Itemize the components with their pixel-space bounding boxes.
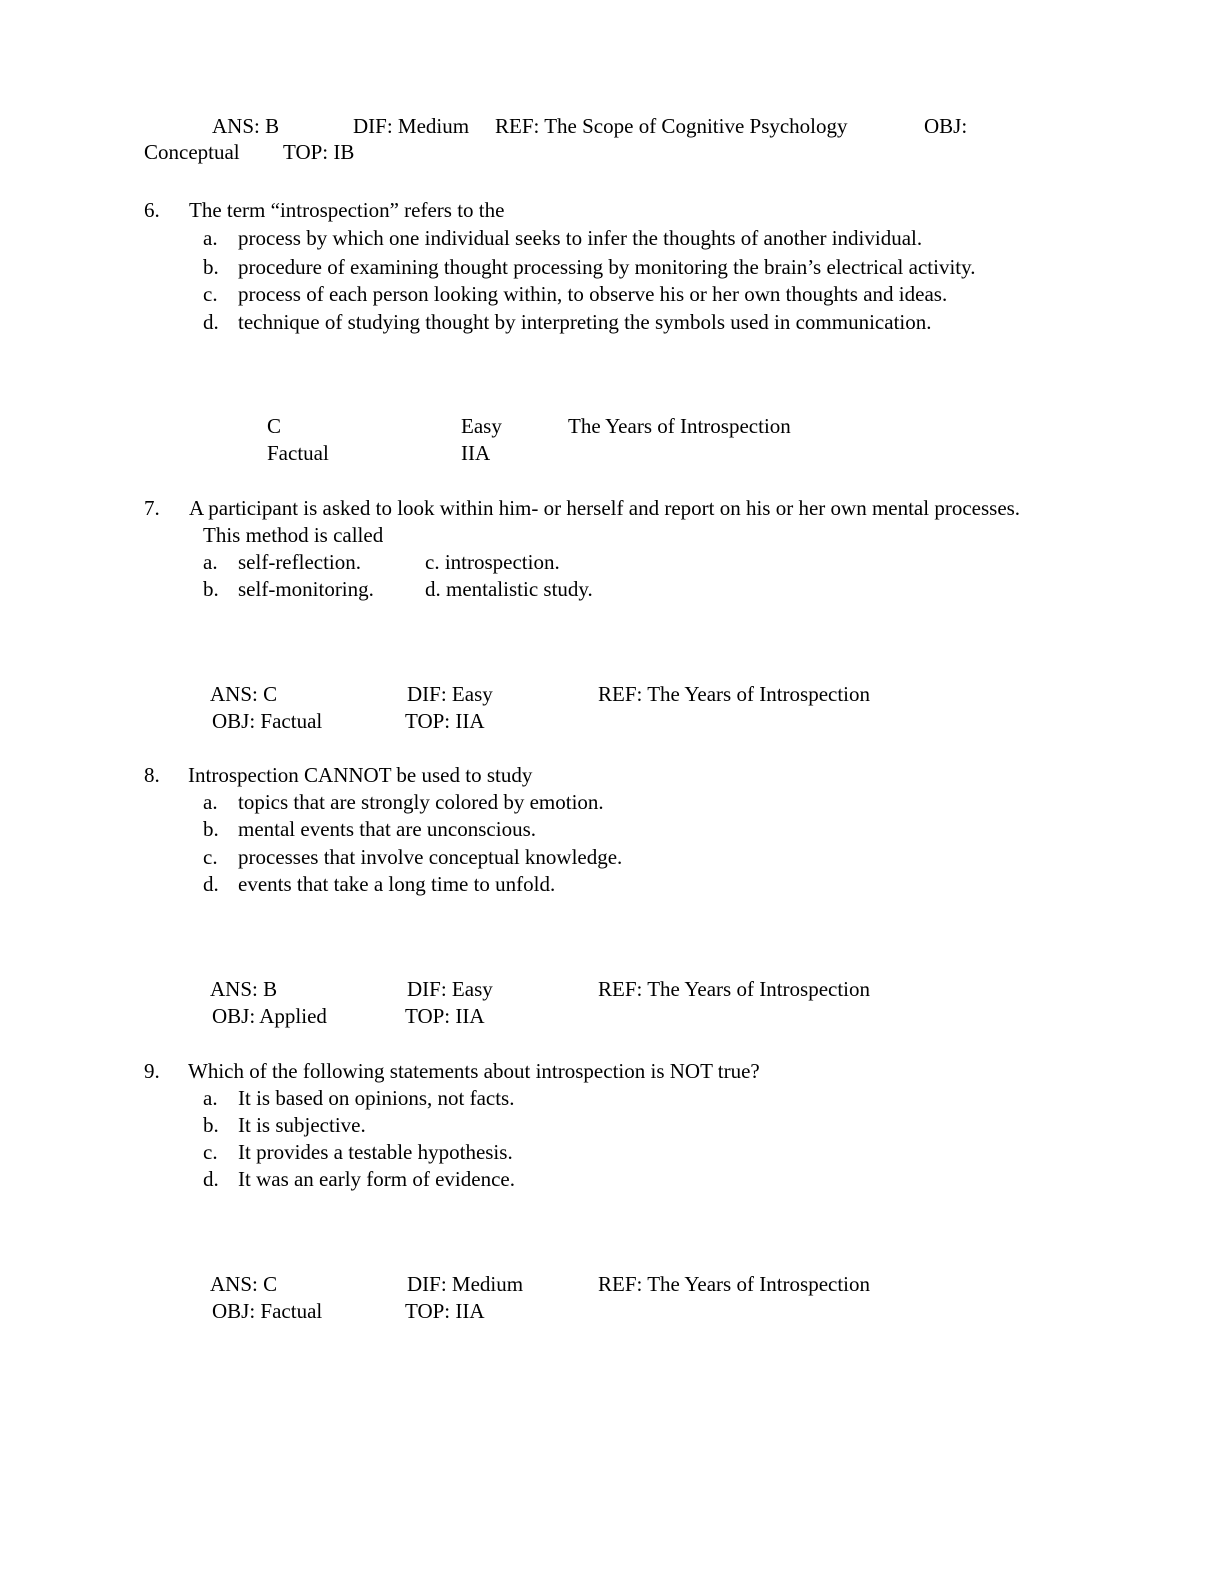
option-text: It is subjective.: [238, 1113, 366, 1137]
prev-obj-label: OBJ:: [924, 114, 968, 138]
prev-top: TOP: IB: [283, 140, 355, 164]
question-stem-continued: This method is called: [203, 523, 384, 547]
option-letter: a.: [203, 226, 218, 250]
option-text: It provides a testable hypothesis.: [238, 1140, 513, 1164]
question-stem: The term “introspection” refers to the: [189, 198, 505, 222]
answer-ans: ANS: B: [210, 977, 278, 1001]
answer-ref: The Years of Introspection: [568, 414, 791, 438]
answer-dif: Easy: [461, 414, 502, 438]
answer-ref: REF: The Years of Introspection: [598, 1272, 871, 1296]
option-text: d. mentalistic study.: [425, 577, 593, 601]
option-letter: d.: [203, 1167, 219, 1191]
answer-top: TOP: IIA: [405, 709, 485, 733]
option-letter: a.: [203, 790, 218, 814]
prev-ans: ANS: B: [212, 114, 280, 138]
answer-top: IIA: [461, 441, 491, 465]
option-text: procedure of examining thought processing by monitoring the brain’s electrical activity.: [238, 255, 976, 279]
option-letter: c.: [203, 1140, 218, 1164]
question-stem: A participant is asked to look within him- or herself and report on his or her own mental processes.: [189, 496, 1021, 520]
answer-ref: REF: The Years of Introspection: [598, 682, 871, 706]
option-text: process by which one individual seeks to infer the thoughts of another individual.: [238, 226, 923, 250]
question-number: 8.: [144, 763, 160, 787]
option-letter: d.: [203, 872, 219, 896]
answer-obj: OBJ: Factual: [212, 1299, 323, 1323]
option-letter: d.: [203, 310, 219, 334]
prev-obj-value: Conceptual: [144, 140, 240, 164]
answer-top: TOP: IIA: [405, 1004, 485, 1028]
question-number: 9.: [144, 1059, 160, 1083]
option-letter: b.: [203, 817, 219, 841]
answer-obj: OBJ: Applied: [212, 1004, 327, 1028]
answer-ref: REF: The Years of Introspection: [598, 977, 871, 1001]
option-text: events that take a long time to unfold.: [238, 872, 556, 896]
option-text: c. introspection.: [425, 550, 560, 574]
prev-dif: DIF: Medium: [353, 114, 470, 138]
option-letter: b.: [203, 577, 219, 601]
answer-top: TOP: IIA: [405, 1299, 485, 1323]
option-text: processes that involve conceptual knowledge.: [238, 845, 623, 869]
option-letter: c.: [203, 282, 218, 306]
answer-obj: Factual: [267, 441, 329, 465]
option-text: It was an early form of evidence.: [238, 1167, 515, 1191]
prev-ref: REF: The Scope of Cognitive Psychology: [495, 114, 848, 138]
option-text: topics that are strongly colored by emotion.: [238, 790, 604, 814]
option-letter: c.: [203, 845, 218, 869]
option-letter: b.: [203, 1113, 219, 1137]
question-number: 6.: [144, 198, 160, 222]
option-text: mental events that are unconscious.: [238, 817, 536, 841]
option-letter: b.: [203, 255, 219, 279]
answer-obj: OBJ: Factual: [212, 709, 323, 733]
option-letter: a.: [203, 1086, 218, 1110]
option-text: technique of studying thought by interpreting the symbols used in communication.: [238, 310, 932, 334]
answer-ans: C: [267, 414, 282, 438]
answer-dif: DIF: Medium: [407, 1272, 524, 1296]
question-stem: Which of the following statements about introspection is NOT true?: [188, 1059, 760, 1083]
option-text: process of each person looking within, to observe his or her own thoughts and ideas.: [238, 282, 948, 306]
answer-dif: DIF: Easy: [407, 682, 493, 706]
question-stem: Introspection CANNOT be used to study: [188, 763, 533, 787]
answer-ans: ANS: C: [210, 682, 278, 706]
option-text: It is based on opinions, not facts.: [238, 1086, 515, 1110]
option-text: self-reflection.: [238, 550, 362, 574]
question-number: 7.: [144, 496, 160, 520]
option-text: self-monitoring.: [238, 577, 374, 601]
answer-ans: ANS: C: [210, 1272, 278, 1296]
answer-dif: DIF: Easy: [407, 977, 493, 1001]
option-letter: a.: [203, 550, 218, 574]
